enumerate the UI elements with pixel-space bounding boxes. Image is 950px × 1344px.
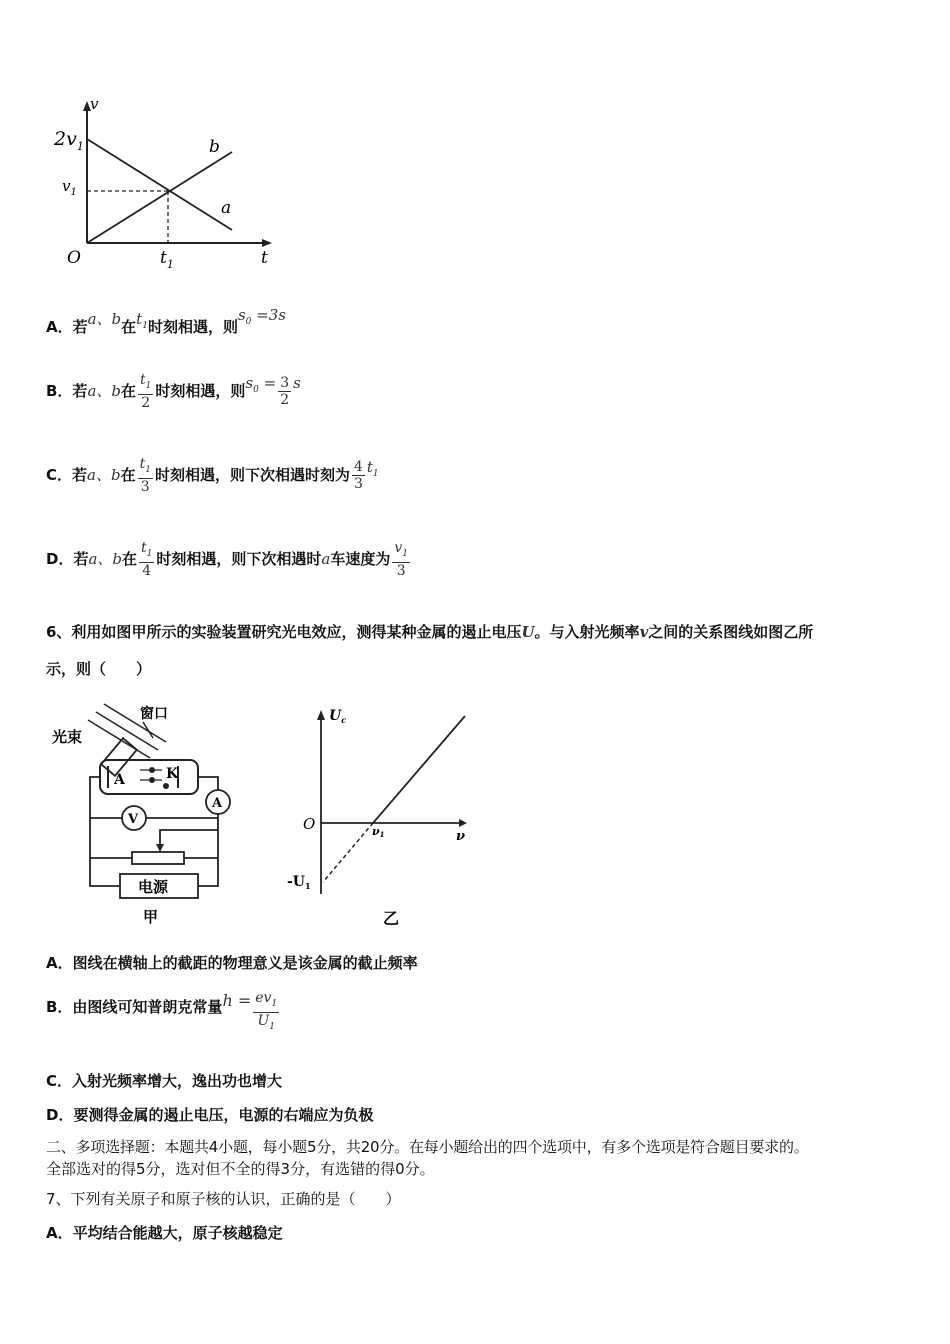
electron-3	[163, 783, 169, 789]
y-mid-label: $v_1$	[62, 177, 77, 198]
fraction-4-over-3: $\frac{4}{3}$	[353, 458, 363, 492]
section-2-instructions: 二、多项选择题：本题共4小题，每小题5分，共20分。在每小题给出的四个选项中，有多个选项是符合题目要求的。 全部选对的得5分，选对但不全的得3分，有选错的得0分。	[46, 1138, 809, 1178]
origin-label: O	[303, 815, 316, 833]
nu-axis-label: ν	[456, 829, 466, 844]
slider-arrow	[156, 844, 164, 852]
t-axis-label: t	[261, 248, 268, 268]
t1-label: $t_1$	[160, 248, 174, 271]
wire-right-top	[198, 777, 218, 790]
line-b-label: b	[209, 137, 220, 157]
fraction-t1-over-4: $\frac{t_1}{4}$	[141, 540, 153, 579]
fraction-t1-over-2: $\frac{t_1}{2}$	[140, 372, 152, 411]
voltmeter-label: V	[128, 812, 139, 827]
wire-right	[198, 814, 218, 886]
figure-jia-caption: 甲	[143, 908, 159, 926]
neg-u1-label: $-U_1$	[287, 874, 311, 891]
option-5b[interactable]: B．若a、b在 $\frac{t_1}{2}$ 时刻相遇，则$s_0$ = $\frac{3}{2}$ s	[46, 372, 301, 411]
stopping-voltage-graph	[285, 702, 485, 932]
ammeter-label: A	[212, 796, 223, 811]
v-axis-label: v	[90, 95, 99, 113]
option-7a[interactable]: A．平均结合能越大，原子核越稳定	[46, 1224, 283, 1242]
window-label: 窗口	[140, 706, 168, 722]
slider-wire	[160, 830, 218, 848]
fraction-ev1-over-u1: $\frac{ev_1}{U_1}$	[255, 990, 278, 1032]
nu-axis-arrow	[459, 819, 467, 827]
vt-graph	[50, 95, 290, 280]
line-b	[87, 152, 232, 243]
option-6a[interactable]: A．图线在横轴上的截距的物理意义是该金属的截止频率	[46, 954, 418, 972]
question-7-stem: 7、下列有关原子和原子核的认识，正确的是（ ）	[46, 1190, 401, 1208]
extension-dashed	[323, 823, 373, 882]
fraction-3-over-2: $\frac{3}{2}$	[280, 374, 290, 408]
option-5d[interactable]: D．若a、b在 $\frac{t_1}{4}$ 时刻相遇，则下次相遇时a车速度为 $\frac{v_1}{3}$	[46, 540, 409, 579]
fraction-t1-over-3: $\frac{t_1}{3}$	[139, 456, 151, 495]
cathode-label: K	[166, 766, 179, 782]
y-top-label: $2v_1$	[54, 128, 84, 153]
window-tube	[101, 738, 137, 776]
line-a-label: a	[221, 198, 232, 218]
circuit-figure	[48, 700, 258, 930]
uc-axis-label: $U_c$	[329, 708, 347, 725]
window-pointer	[143, 722, 153, 738]
option-5c[interactable]: C．若a、b在 $\frac{t_1}{3}$ 时刻相遇，则下次相遇时刻为 $\frac{4}{3}$ $t_1$	[46, 456, 379, 495]
figure-yi-caption: 乙	[383, 909, 400, 928]
option-6d[interactable]: D．要测得金属的遏止电压，电源的右端应为负极	[46, 1106, 374, 1124]
nu1-label: ν1	[372, 825, 385, 839]
power-source-label: 电源	[138, 878, 169, 896]
t-axis-arrow	[262, 239, 272, 247]
question-6-stem: 6、利用如图甲所示的实验装置研究光电效应，测得某种金属的遏止电压U。与入射光频率v之间的关系图线如图乙所 示，则（ ）	[46, 623, 814, 678]
origin-label: O	[67, 248, 81, 268]
fraction-v1-over-3: $\frac{v_1}{3}$	[394, 540, 409, 579]
beam-label: 光束	[52, 728, 83, 746]
uc-axis-arrow	[317, 710, 325, 720]
anode-label: A	[114, 772, 125, 788]
rheostat	[132, 852, 184, 864]
option-6b[interactable]: B．由图线可知普朗克常量h = $\frac{ev_1}{U_1}$	[46, 990, 281, 1035]
graph-line	[373, 716, 465, 823]
option-5a[interactable]: A．若a、b在$t_1$时刻相遇，则$s_0 =3s$	[46, 306, 286, 336]
option-6c[interactable]: C．入射光频率增大，逸出功也增大	[46, 1072, 283, 1090]
